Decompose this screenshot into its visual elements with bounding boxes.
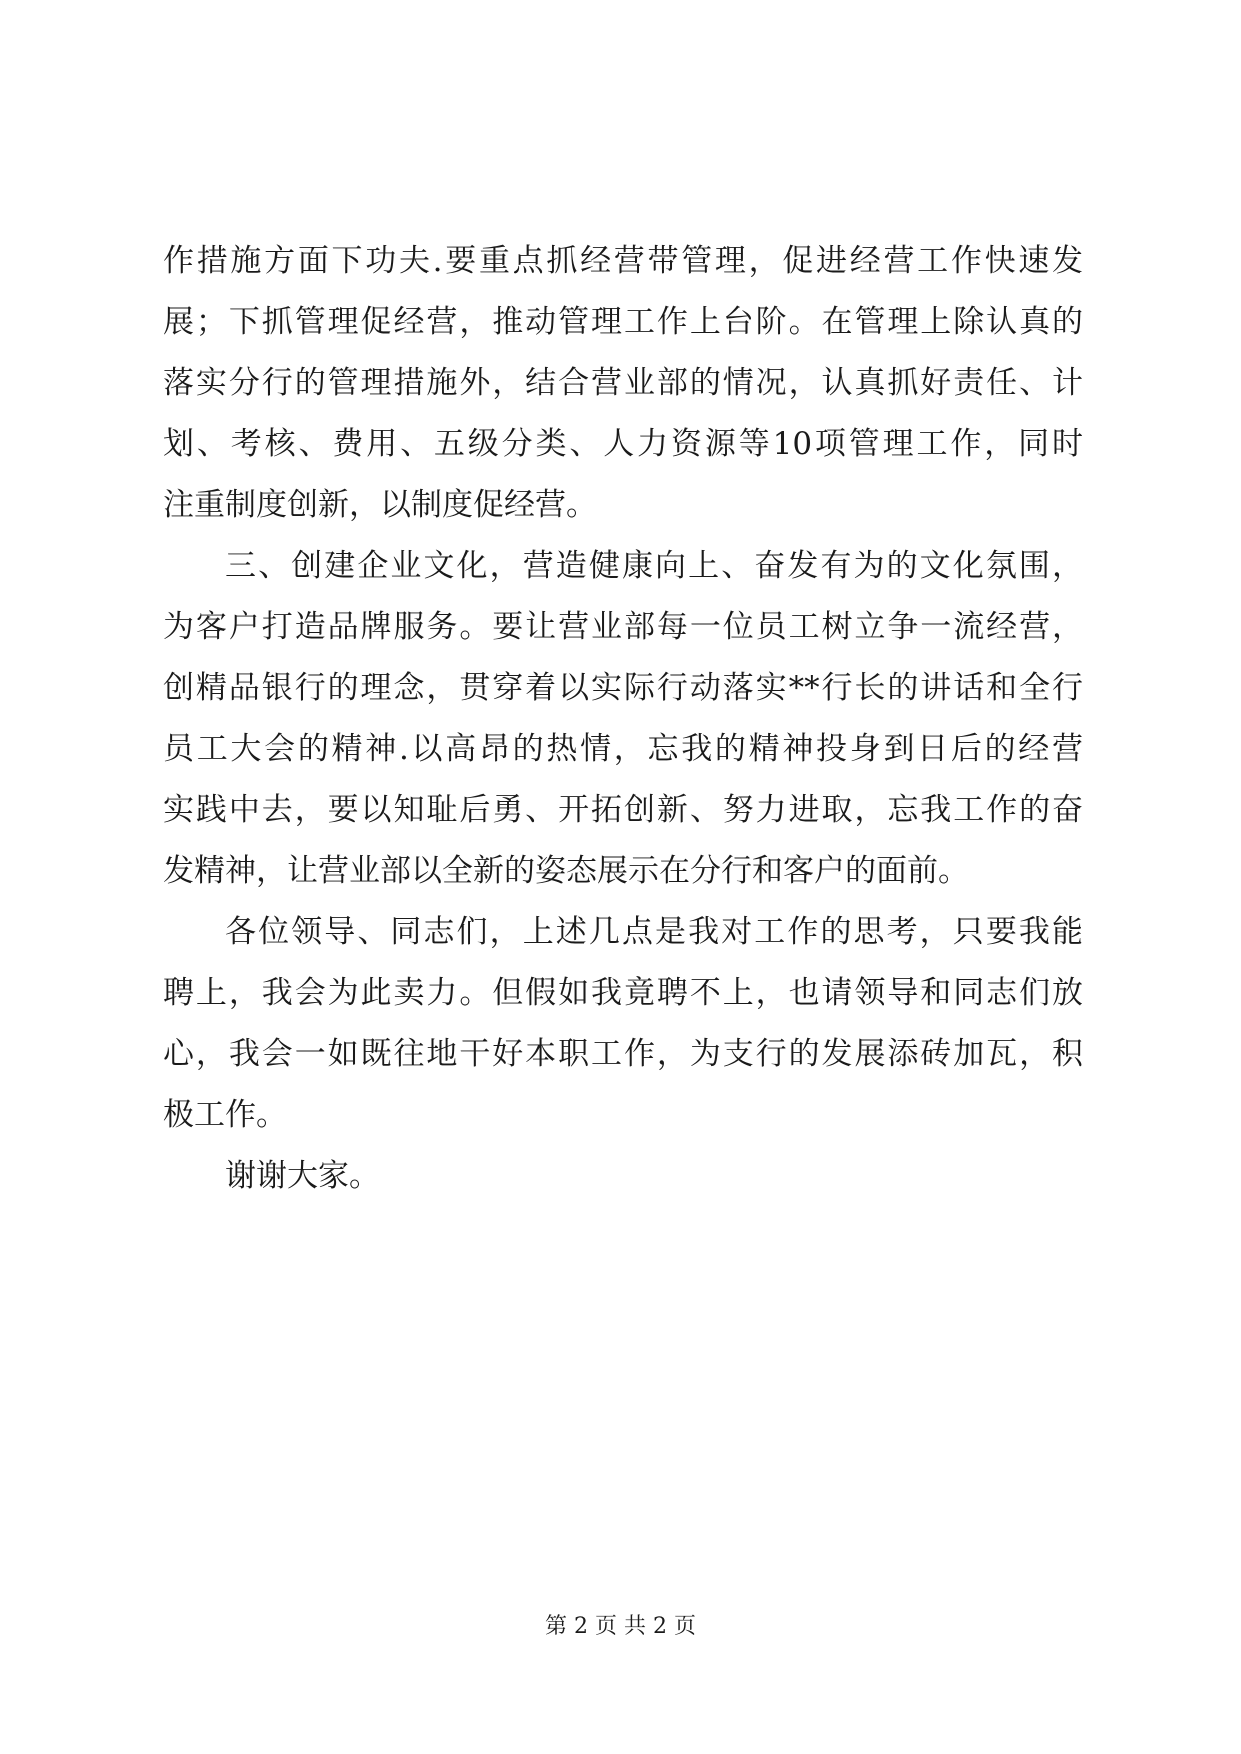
text-line: 注重制度创新，以制度促经营。 — [163, 487, 597, 523]
text-line: 员工大会的精神.以高昂的热情，忘我的精神投身到日后的经营 — [163, 731, 1083, 767]
text-line: 各位领导、同志们，上述几点是我对工作的思考，只要我能 — [225, 914, 1083, 950]
text-line: 三、创建企业文化，营造健康向上、奋发有为的文化氛围， — [225, 548, 1083, 584]
text-line: 划、考核、费用、五级分类、人力资源等10项管理工作，同时 — [163, 426, 1083, 462]
paragraph-continued — [163, 231, 1083, 536]
text-line: 实践中去，要以知耻后勇、开拓创新、努力进取，忘我工作的奋 — [163, 792, 1083, 828]
text-line: 谢谢大家。 — [225, 1158, 380, 1194]
page-number-footer: 第 2 页 共 2 页 — [545, 1614, 696, 1639]
text-line: 极工作。 — [163, 1097, 287, 1133]
text-line: 聘上，我会为此卖力。但假如我竟聘不上，也请领导和同志们放 — [163, 975, 1083, 1011]
text-line: 作措施方面下功夫.要重点抓经营带管理，促进经营工作快速发 — [163, 243, 1083, 279]
document-body — [163, 231, 1083, 1207]
text-line: 为客户打造品牌服务。要让营业部每一位员工树立争一流经营， — [163, 609, 1083, 645]
text-line: 发精神，让营业部以全新的姿态展示在分行和客户的面前。 — [163, 853, 969, 889]
text-line: 心，我会一如既往地干好本职工作，为支行的发展添砖加瓦，积 — [163, 1036, 1083, 1072]
paragraph-culture — [163, 536, 1083, 902]
text-line: 落实分行的管理措施外，结合营业部的情况，认真抓好责任、计 — [163, 365, 1083, 401]
text-line: 创精品银行的理念，贯穿着以实际行动落实**行长的讲话和全行 — [163, 670, 1083, 706]
paragraph-closing — [163, 902, 1083, 1146]
paragraph-thanks — [163, 1146, 1083, 1207]
text-line: 展；下抓管理促经营，推动管理工作上台阶。在管理上除认真的 — [163, 304, 1083, 340]
